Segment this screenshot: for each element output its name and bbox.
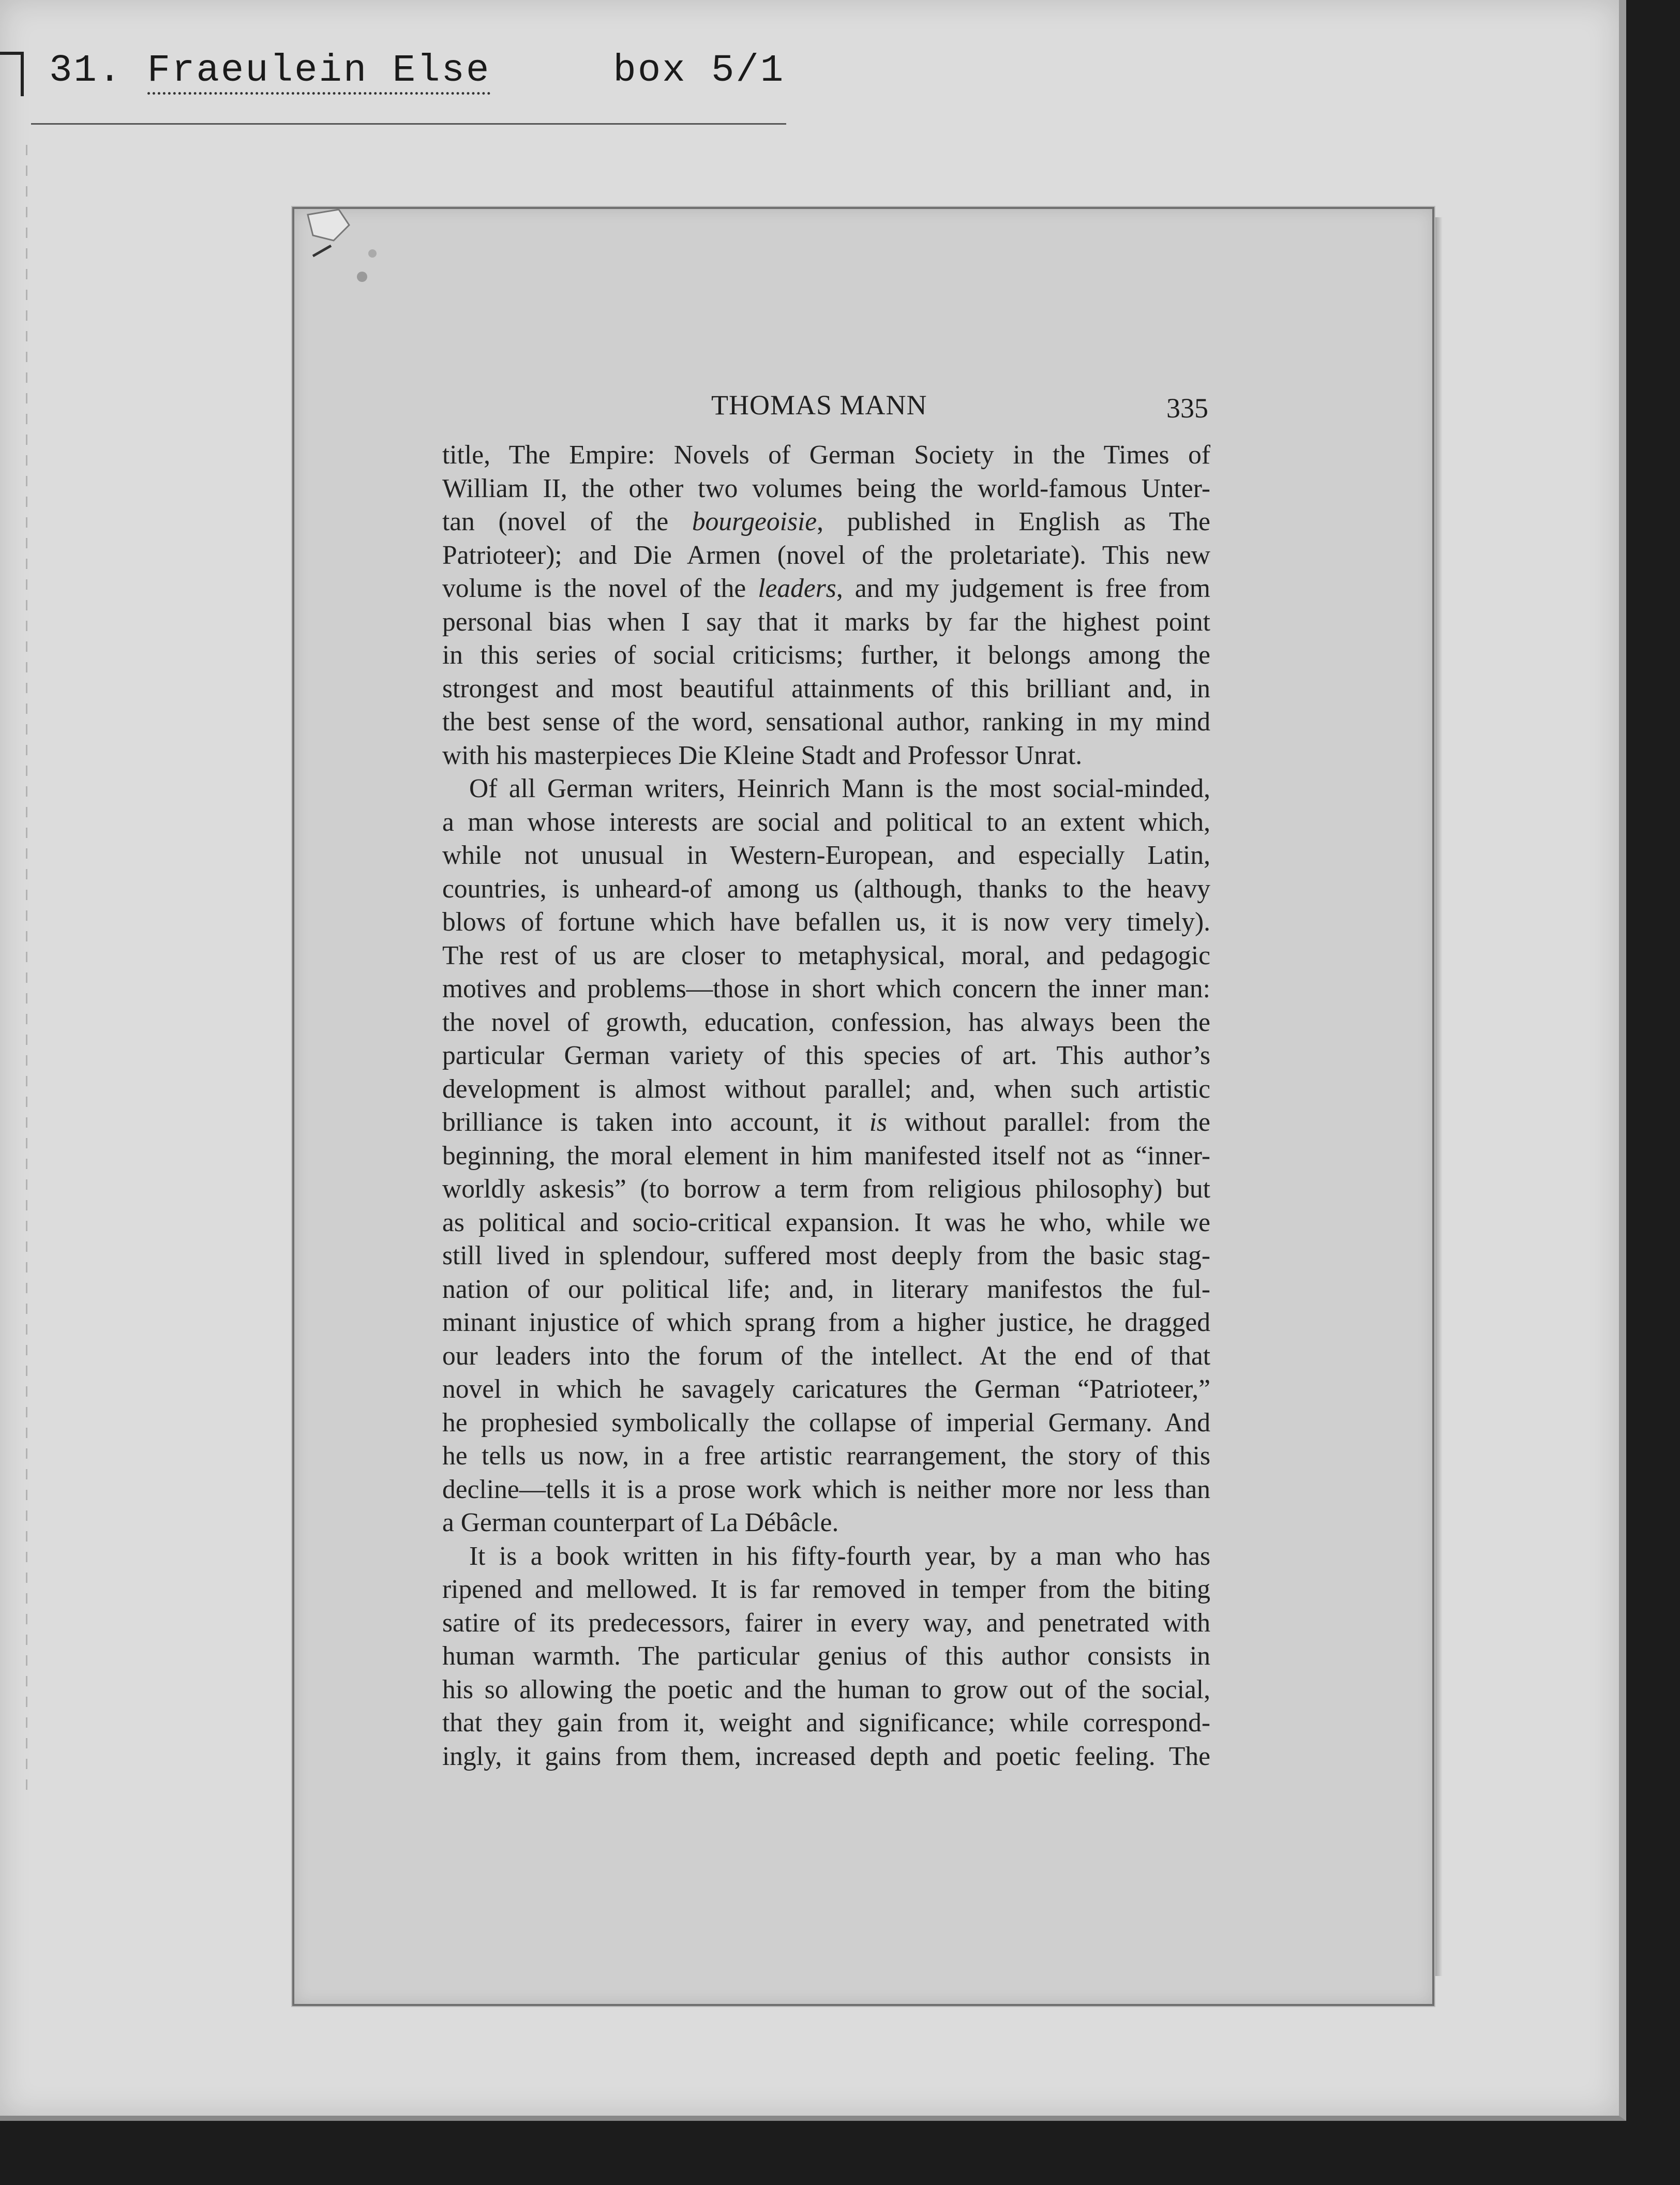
text-line: It is a book written in his fifty-fourth year, by a man who has [469,1541,1210,1571]
text-line: development is almost without parallel; and, when such artistic [442,1074,1210,1104]
text-line: in this series of social criticisms; further, it belongs among the [442,640,1210,670]
text-line: countries, is unheard-of among us (although, thanks to the heavy [442,874,1210,904]
folder-title: Fraeulein Else [147,50,491,95]
text-line: as political and socio-critical expansion. It was he who, while we [442,1207,1210,1237]
italic-word: bourgeoisie [692,507,817,536]
text-line: ingly, it gains from them, increased depth and poetic feeling. The [442,1741,1210,1771]
left-margin-dotted-line [26,145,27,1800]
folded-corner-icon [303,204,385,287]
article-body [442,439,1210,1773]
text-line: while not unusual in Western-European, and especially Latin, [442,841,1210,870]
text-line: with his masterpieces Die Kleine Stadt and Professor Unrat. [442,740,1083,770]
text-line: decline—tells it is a prose work which is neither more nor less than [442,1474,1210,1504]
text-line: William II, the other two volumes being the world-famous Unter- [442,473,1210,503]
binder-bracket-mark [0,52,24,96]
page-number: 335 [1166,393,1208,424]
folder-number: 31. [49,49,123,93]
text-line: title, The Empire: Novels of German Society in the Times of [442,440,1210,470]
clipping-shadow [1435,217,1443,1976]
text-line: his so allowing the poetic and the human to grow out of the social, [442,1674,1210,1704]
text-line: a German counterpart of La Débâcle. [442,1508,839,1537]
text-line: particular German variety of this species of art. This author’s [442,1041,1210,1070]
text-line: a man whose interests are social and political to an extent which, [442,807,1210,837]
text-line: brilliance is taken into account, it is without parallel: from the [442,1108,1210,1137]
text-line: tan (novel of the bourgeoisie, published in English as The [442,507,1210,536]
text-line: volume is the novel of the leaders, and my judgement is free from [442,574,1210,603]
text-line: minant injustice of which sprang from a higher justice, he dragged [442,1308,1210,1337]
text-line: he tells us now, in a free artistic rearrangement, the story of this [442,1441,1210,1471]
text-line: the best sense of the word, sensational author, ranking in my mind [442,707,1210,737]
text-line: satire of its predecessors, fairer in every way, and penetrated with [442,1608,1210,1638]
text-line: blows of fortune which have befallen us, it is now very timely). [442,907,1210,937]
text-line: beginning, the moral element in him manifested itself not as “inner- [442,1141,1210,1171]
running-head: THOMAS MANN [711,390,927,421]
text-line: he prophesied symbolically the collapse of imperial Germany. And [442,1408,1210,1438]
text-line: our leaders into the forum of the intellect. At the end of that [442,1341,1210,1371]
text-line: personal bias when I say that it marks by far the highest point [442,607,1210,637]
italic-word: leaders [758,574,836,603]
text-line: that they gain from it, weight and significance; while correspond- [442,1708,1210,1738]
folder-box: box 5/1 [613,49,785,93]
text-line: still lived in splendour, suffered most deeply from the basic stag- [442,1241,1210,1270]
text-line: nation of our political life; and, in literary manifestos the ful- [442,1274,1210,1304]
text-line: novel in which he savagely caricatures the German “Patrioteer,” [442,1374,1210,1404]
text-line: ripened and mellowed. It is far removed in temper from the biting [442,1575,1210,1604]
text-line: The rest of us are closer to metaphysical, moral, and pedagogic [442,940,1210,970]
text-line: worldly askesis” (to borrow a term from religious philosophy) but [442,1174,1210,1204]
text-line: motives and problems—those in short which concern the inner man: [442,974,1210,1004]
italic-word: is [869,1108,888,1137]
text-line: Of all German writers, Heinrich Mann is the most social-minded, [469,774,1210,803]
text-line: strongest and most beautiful attainments of this brilliant and, in [442,674,1210,704]
folder-label [49,49,785,95]
text-line: Patrioteer); and Die Armen (novel of the proletariate). This new [442,540,1210,570]
text-line: the novel of growth, education, confession, has always been the [442,1007,1210,1037]
text-line: human warmth. The particular genius of this author consists in [442,1641,1210,1671]
folder-label-rule [31,123,786,125]
